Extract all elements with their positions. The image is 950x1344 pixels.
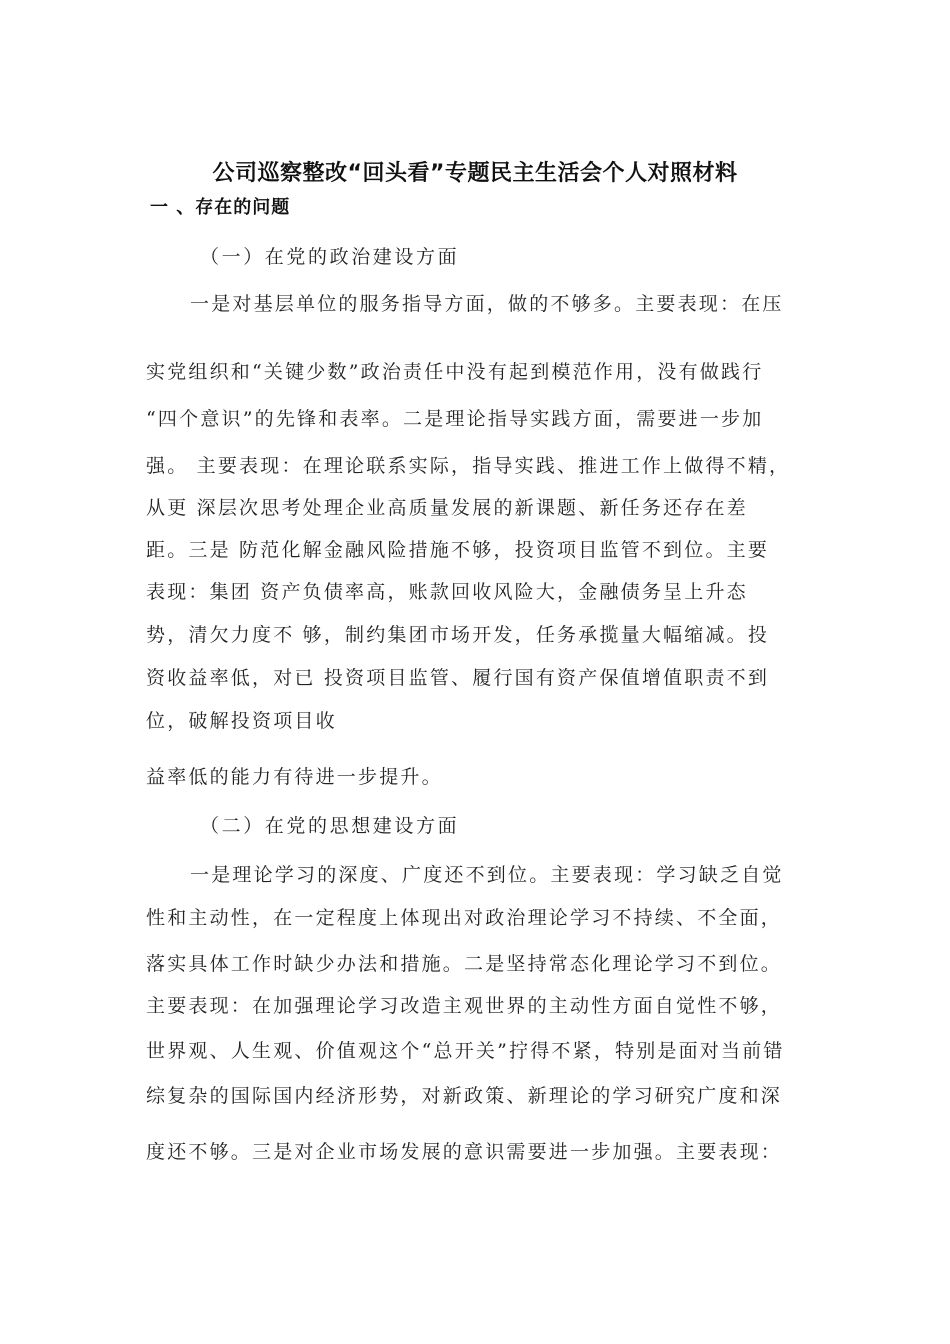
paragraph-line: 势，清欠力度不 够，制约集团市场开发，任务承揽量大幅缩减。投 [146,624,770,646]
document-title: 公司巡察整改“回头看”专题民主生活会个人对照材料 [212,161,738,186]
paragraph-line: 落实具体工作时缺少办法和措施。二是坚持常态化理论学习不到位。 [146,953,783,975]
paragraph-line: 一是对基层单位的服务指导方面，做的不够多。主要表现：在压 [190,293,784,315]
paragraph-line: 性和主动性，在一定程度上体现出对政治理论学习不持续、不全面， [146,907,783,929]
paragraph-line: 益率低的能力有待进一步提升。 [146,766,443,788]
paragraph-line: 强。 主要表现：在理论联系实际，指导实践、推进工作上做得不精， [146,455,791,477]
paragraph-line: 实党组织和“关键少数”政治责任中没有起到模范作用，没有做践行 [146,361,764,383]
paragraph-line: 度还不够。三是对企业市场发展的意识需要进一步加强。主要表现： [146,1141,783,1163]
paragraph-line: 位，破解投资项目收 [146,710,337,732]
paragraph-line: 表现：集团 资产负债率高，账款回收风险大，金融债务呈上升态 [146,581,748,603]
paragraph-line: 距。三是 防范化解金融风险措施不够，投资项目监管不到位。主要 [146,539,770,561]
paragraph-line: 主要表现：在加强理论学习改造主观世界的主动性方面自觉性不够， [146,995,783,1017]
paragraph-line: “四个意识”的先锋和表率。二是理论指导实践方面，需要进一步加 [146,408,764,430]
subsection-heading-ideological: （二）在党的思想建设方面 [200,815,460,837]
paragraph-line: 世界观、人生观、价值观这个“总开关”拧得不紧，特别是面对当前错 [146,1040,785,1062]
paragraph-line: 从更 深层次思考处理企业高质量发展的新课题、新任务还存在差 [146,497,748,519]
paragraph-line: 资收益率低，对已 投资项目监管、履行国有资产保值增值职责不到 [146,667,770,689]
paragraph-line: 综复杂的国际国内经济形势，对新政策、新理论的学习研究广度和深 [146,1085,783,1107]
paragraph-line: 一是理论学习的深度、广度还不到位。主要表现：学习缺乏自觉 [190,864,784,886]
section-heading-problems: 一 、存在的问题 [150,197,291,218]
subsection-heading-political: （一）在党的政治建设方面 [200,246,460,268]
